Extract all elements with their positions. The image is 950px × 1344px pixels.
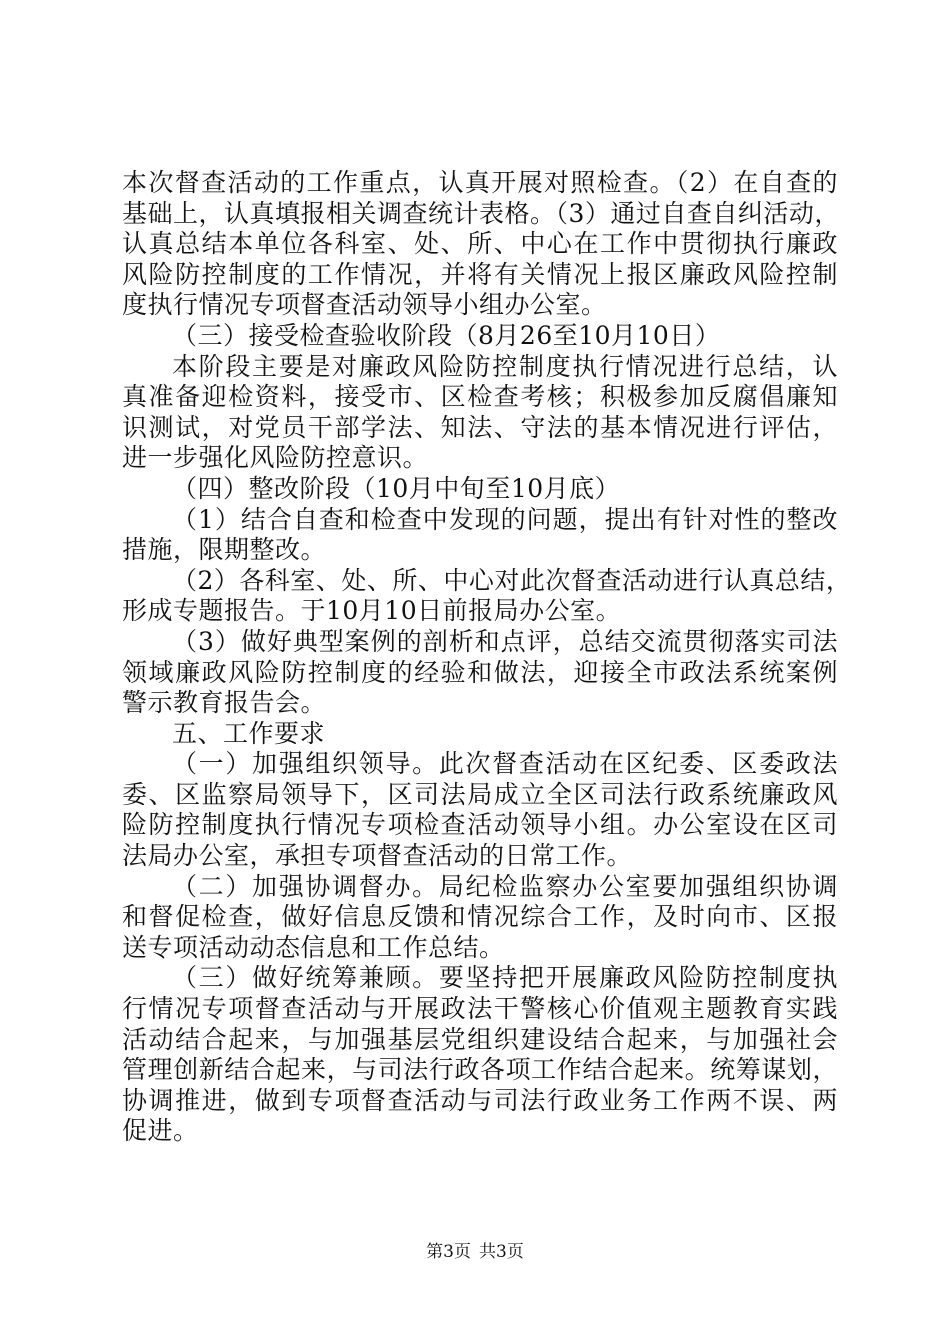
text-line: （3）做好典型案例的剖析和点评，总结交流贯彻落实司法 <box>172 626 838 656</box>
text-line: 度执行情况专项督查活动领导小组办公室。 <box>122 290 607 320</box>
text-line: 风险防控制度的工作情况，并将有关情况上报区廉政风险控制 <box>122 259 838 289</box>
text-line: 措施，限期整改。 <box>122 535 327 565</box>
text-line: 协调推进，做到专项督查活动与司法行政业务工作两不误、两 <box>122 1085 838 1115</box>
text-line: 促进。 <box>122 1116 199 1146</box>
text-line: （三）接受检查验收阶段（8月26至10月10日） <box>172 320 721 350</box>
text-line: 行情况专项督查活动与开展政法干警核心价值观主题教育实践 <box>122 994 838 1024</box>
text-line: （2）各科室、处、所、中心对此次督查活动进行认真总结， <box>172 565 852 595</box>
text-line: （一）加强组织领导。此次督查活动在区纪委、区委政法 <box>172 749 838 779</box>
document-body <box>122 168 852 1147</box>
text-line: 法局办公室，承担专项督查活动的日常工作。 <box>122 841 633 871</box>
text-line: 活动结合起来，与加强基层党组织建设结合起来，与加强社会 <box>122 1024 838 1054</box>
text-line: 基础上，认真填报相关调查统计表格。（3）通过自查自纠活动， <box>122 198 840 228</box>
text-line: （二）加强协调督办。局纪检监察办公室要加强组织协调 <box>172 871 838 901</box>
page-total: 共3页 <box>479 1242 524 1262</box>
text-line: 险防控制度执行情况专项检查活动领导小组。办公室设在区司 <box>122 810 838 840</box>
text-line: 识测试，对党员干部学法、知法、守法的基本情况进行评估， <box>122 412 838 442</box>
text-line: 和督促检查，做好信息反馈和情况综合工作，及时向市、区报 <box>122 902 838 932</box>
text-line: 形成专题报告。于10月10日前报局办公室。 <box>122 596 622 626</box>
page-footer <box>0 1240 950 1264</box>
text-line: （1）结合自查和检查中发现的问题，提出有针对性的整改 <box>172 504 838 534</box>
text-line: 五、工作要求 <box>172 718 326 748</box>
text-line: 本阶段主要是对廉政风险防控制度执行情况进行总结，认 <box>172 351 838 381</box>
text-line: （四）整改阶段（10月中旬至10月底） <box>172 473 621 503</box>
text-line: （三）做好统筹兼顾。要坚持把开展廉政风险防控制度执 <box>172 963 838 993</box>
text-line: 认真总结本单位各科室、处、所、中心在工作中贯彻执行廉政 <box>122 229 838 259</box>
text-line: 真准备迎检资料，接受市、区检查考核；积极参加反腐倡廉知 <box>122 382 838 412</box>
text-line: 本次督查活动的工作重点，认真开展对照检查。（2）在自查的 <box>122 168 838 197</box>
text-line: 领域廉政风险防控制度的经验和做法，迎接全市政法系统案例 <box>122 657 838 687</box>
text-line: 管理创新结合起来，与司法行政各项工作结合起来。统筹谋划， <box>122 1055 838 1085</box>
text-line: 进一步强化风险防控意识。 <box>122 443 429 473</box>
text-line: 委、区监察局领导下，区司法局成立全区司法行政系统廉政风 <box>122 779 838 809</box>
page-number: 第3页 <box>426 1242 471 1262</box>
text-line: 送专项活动动态信息和工作总结。 <box>122 932 505 962</box>
text-line: 警示教育报告会。 <box>122 688 327 718</box>
